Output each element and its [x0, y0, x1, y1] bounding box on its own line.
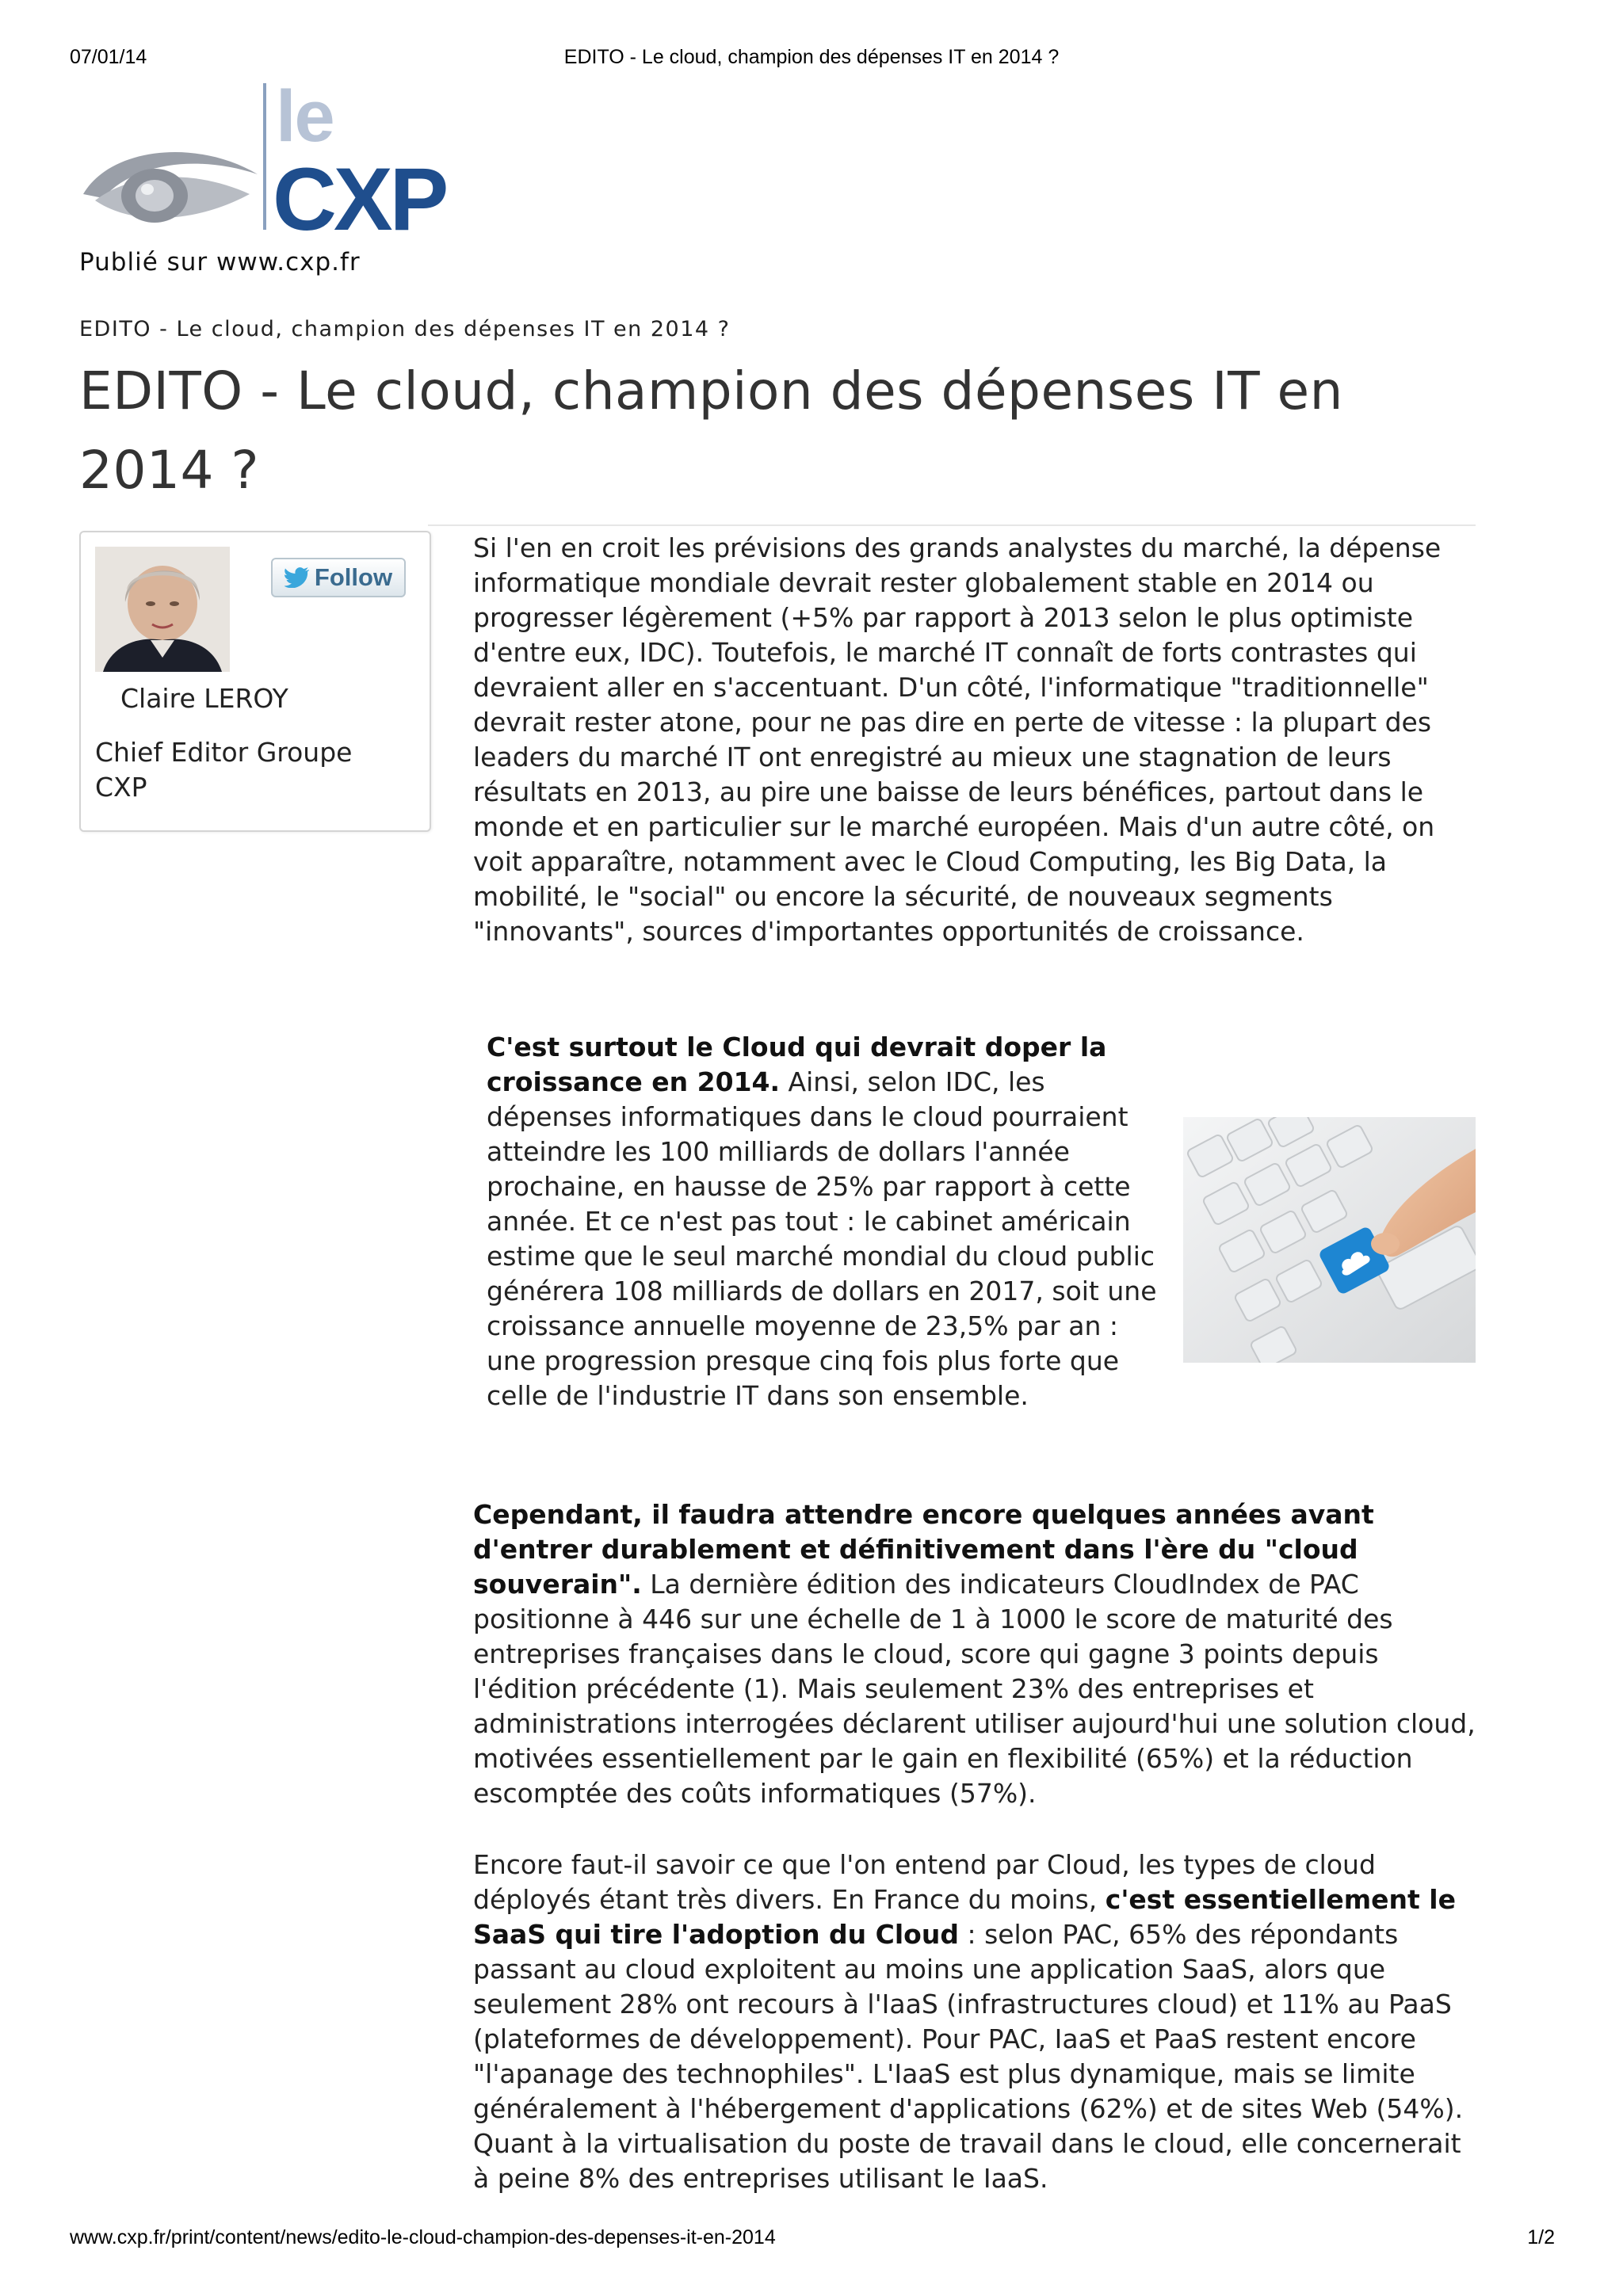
article-paragraph-3: [473, 1497, 1480, 1811]
paragraph-3-lead: Cependant, il faudra attendre encore quelques années avant d'entrer durablement et définitivement dans l'ère du "cloud souverain".: [473, 1499, 1374, 1600]
keyboard-cloud-key-image: [1183, 1117, 1476, 1363]
paragraph-2-lead: C'est surtout le Cloud qui devrait doper la croissance en 2014.: [487, 1032, 1107, 1097]
article-paragraph-1: Si l'en en croit les prévisions des grands analystes du marché, la dépense informatique mondiale devrait rester globalement stable en 2014 ou progresser légèrement (+5% par rapport à 2013 selon le plus optimiste d'entre eux, IDC). Toutefois, le marché IT connaît de forts contrastes qui devraient aller en s'accentuant. D'un côté, l'informatique "traditionnelle" devrait rester atone, pour ne pas dire en perte de vitesse : la plupart des leaders du marché IT ont enregistré au mieux une stagnation de leurs résultats en 2013, au pire une baisse de leurs bénéfices, partout dans le monde et en particulier sur le marché européen. Mais d'un autre côté, on voit apparaître, notamment avec le Cloud Computing, les Big Data, la mobilité, le "social" ou encore la sécurité, de nouveaux segments "innovants", sources d'importantes opportunités de croissance.: [473, 532, 1442, 947]
divider: [428, 524, 1476, 526]
logo-divider: [263, 83, 266, 230]
paragraph-4-emphasis: c'est essentiellement le SaaS qui tire l'adoption du Cloud: [473, 1884, 1456, 1950]
cxp-logo: [79, 76, 460, 249]
print-date: 07/01/14: [70, 46, 147, 68]
paragraph-4-intro: Encore faut-il savoir ce que l'on entend par Cloud, les types de cloud déployés étant très divers. En France du moins,: [473, 1849, 1376, 1915]
twitter-bird-icon: [285, 567, 310, 588]
follow-label: Follow: [314, 563, 393, 591]
author-role: Chief Editor Groupe CXP: [95, 737, 353, 803]
paragraph-2-body: Ainsi, selon IDC, les dépenses informatiques dans le cloud pourraient atteindre les 100 milliards de dollars l'année prochaine, en hausse de 25% par rapport à cette année. Et ce n'est pas tout : le cabinet américain estime que le seul marché mondial du cloud public générera 108 milliards de dollars en 2017, soit une croissance annuelle moyenne de 23,5% par an : une progression presque cinq fois plus forte que celle de l'industrie IT dans son ensemble.: [487, 1066, 1157, 1411]
print-header-title: EDITO - Le cloud, champion des dépenses IT en 2014 ?: [563, 46, 1060, 68]
article-paragraph-4: [473, 1848, 1480, 2196]
paragraph-3-body: La dernière édition des indicateurs CloudIndex de PAC positionne à 446 sur une échelle de 1 à 1000 le score de maturité des entreprises françaises dans le cloud, score qui gagne 3 points depuis l'édition précédente (1). Mais seulement 23% des entreprises et administrations interrogées déclarent utiliser aujourd'hui une solution cloud, motivées essentiellement par le gain en flexibilité (65%) et la réduction escomptée des coûts informatiques (57%).: [473, 1569, 1476, 1809]
paragraph-4-body: : selon PAC, 65% des répondants passant au cloud exploitent au moins une application SaaS, alors que seulement 28% ont recours à l'IaaS (infrastructures cloud) et 11% au PaaS (plateformes de développement). Pour PAC, IaaS et PaaS restent encore "l'apanage des technophiles". L'IaaS est plus dynamique, mais se limite généralement à l'hébergement d'applications (62%) et de sites Web (54%). Quant à la virtualisation du poste de travail dans le cloud, elle concernerait à peine 8% des entreprises utilisant le IaaS.: [473, 1919, 1464, 2194]
author-name: Claire LEROY: [120, 683, 288, 714]
twitter-follow-button[interactable]: [271, 558, 406, 597]
article-paragraph-2: [487, 1030, 1160, 1413]
page-title: EDITO - Le cloud, champion des dépenses IT en 2014 ?: [79, 360, 1343, 501]
published-on: Publié sur www.cxp.fr: [79, 248, 361, 277]
print-footer-url: www.cxp.fr/print/content/news/edito-le-cloud-champion-des-depenses-it-en-2014: [70, 2226, 776, 2248]
logo-cxp-text: CXP: [273, 150, 446, 249]
author-avatar: [95, 547, 230, 672]
author-card: [79, 531, 431, 832]
breadcrumb: EDITO - Le cloud, champion des dépenses IT en 2014 ?: [79, 317, 731, 341]
eye-logo-icon: [79, 139, 262, 234]
print-page-number: 1/2: [1527, 2226, 1555, 2248]
logo-le-text: le: [276, 76, 334, 157]
